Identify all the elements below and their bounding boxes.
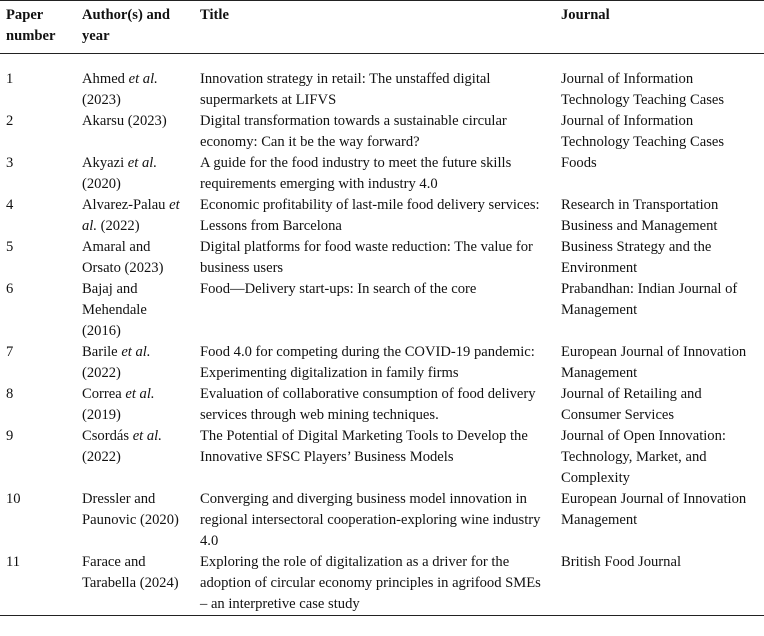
journal-cell: Research in Transportation Business and Management xyxy=(561,197,719,234)
table-body xyxy=(0,54,764,616)
title-cell: Food—Delivery start-ups: In search of the core xyxy=(200,281,477,297)
title-cell: The Potential of Digital Marketing Tools to Develop the Innovative SFSC Players’ Business Models xyxy=(200,428,528,465)
author-year-cell xyxy=(76,384,194,426)
author-et-al: et al. xyxy=(125,386,155,402)
author-name: Alvarez-Palau xyxy=(82,197,170,213)
header-journal: Journal xyxy=(561,7,610,23)
table-row xyxy=(0,384,764,426)
author-et-al: et al. xyxy=(132,428,162,444)
header-row xyxy=(0,1,764,54)
journal-cell: Business Strategy and the Environment xyxy=(561,239,712,276)
header-paper-number: Paper number xyxy=(6,7,56,44)
paper-number-cell: 9 xyxy=(6,428,14,444)
title-cell: A guide for the food industry to meet the future skills requirements emerging with industry 4.0 xyxy=(200,155,512,192)
title-cell: Converging and diverging business model innovation in regional intersectoral cooperation-exploring wine industry 4.0 xyxy=(200,491,541,549)
author-name: Ahmed xyxy=(82,71,129,87)
title-cell: Digital transformation towards a sustainable circular economy: Can it be the way forward? xyxy=(200,113,507,150)
table-row xyxy=(0,552,764,616)
journal-cell: Journal of Retailing and Consumer Services xyxy=(561,386,702,423)
author-year: (2019) xyxy=(82,407,121,423)
author-name: Dressler and Paunovic (2020) xyxy=(82,491,179,528)
title-cell: Innovation strategy in retail: The unstaffed digital supermarkets at LIFVS xyxy=(200,71,491,108)
author-name: Csordás xyxy=(82,428,133,444)
paper-number-cell: 5 xyxy=(6,239,14,255)
paper-number-cell: 7 xyxy=(6,344,14,360)
title-cell: Exploring the role of digitalization as a driver for the adoption of circular economy principles in agrifood SMEs – an interpretive case study xyxy=(200,554,541,612)
table-row xyxy=(0,426,764,489)
table-row xyxy=(0,237,764,279)
paper-number-cell: 10 xyxy=(6,491,21,507)
author-name: Bajaj and Mehendale (2016) xyxy=(82,281,147,339)
author-name: Farace and Tarabella (2024) xyxy=(82,554,179,591)
table-row xyxy=(0,111,764,153)
title-cell: Digital platforms for food waste reduction: The value for business users xyxy=(200,239,533,276)
table-row xyxy=(0,279,764,342)
author-year: (2022) xyxy=(82,365,121,381)
author-name: Correa xyxy=(82,386,126,402)
author-year-cell xyxy=(76,489,194,552)
author-year-cell xyxy=(76,54,194,112)
journal-cell: European Journal of Innovation Management xyxy=(561,344,747,381)
paper-number-cell: 8 xyxy=(6,386,14,402)
table-row xyxy=(0,153,764,195)
table-row xyxy=(0,54,764,112)
author-name: Akyazi xyxy=(82,155,128,171)
author-year-cell xyxy=(76,237,194,279)
author-et-al: et al. xyxy=(121,344,151,360)
author-year-cell xyxy=(76,552,194,616)
author-et-al: et al. xyxy=(127,155,157,171)
author-year-cell xyxy=(76,426,194,489)
title-cell: Food 4.0 for competing during the COVID-19 pandemic: Experimenting digitalization in family firms xyxy=(200,344,535,381)
table-row xyxy=(0,195,764,237)
author-year-cell xyxy=(76,279,194,342)
author-year: (2020) xyxy=(82,176,121,192)
journal-cell: Journal of Open Innovation: Technology, Market, and Complexity xyxy=(561,428,726,486)
paper-number-cell: 6 xyxy=(6,281,14,297)
journal-cell: British Food Journal xyxy=(561,554,681,570)
author-name: Amaral and Orsato (2023) xyxy=(82,239,164,276)
title-cell: Economic profitability of last-mile food delivery services: Lessons from Barcelona xyxy=(200,197,540,234)
paper-number-cell: 4 xyxy=(6,197,14,213)
author-year-cell xyxy=(76,153,194,195)
paper-number-cell: 3 xyxy=(6,155,14,171)
author-year-cell xyxy=(76,195,194,237)
header-author-year: Author(s) and year xyxy=(82,7,170,44)
journal-cell: Prabandhan: Indian Journal of Management xyxy=(561,281,738,318)
author-year-cell xyxy=(76,111,194,153)
author-name: Akarsu (2023) xyxy=(82,113,167,129)
table-row xyxy=(0,489,764,552)
author-year-cell xyxy=(76,342,194,384)
table-header xyxy=(0,1,764,54)
table-row xyxy=(0,342,764,384)
author-year: (2022) xyxy=(97,218,140,234)
header-title: Title xyxy=(200,7,229,23)
author-name: Barile xyxy=(82,344,122,360)
journal-cell: Journal of Information Technology Teaching Cases xyxy=(561,113,725,150)
paper-number-cell: 11 xyxy=(6,554,21,570)
paper-number-cell: 2 xyxy=(6,113,14,129)
author-year: (2023) xyxy=(82,92,121,108)
journal-cell: European Journal of Innovation Management xyxy=(561,491,747,528)
author-et-al: et al. xyxy=(128,71,158,87)
author-et-al: et al. xyxy=(82,197,180,234)
author-year: (2022) xyxy=(82,449,121,465)
title-cell: Evaluation of collaborative consumption of food delivery services through web mining techniques. xyxy=(200,386,536,423)
journal-cell: Foods xyxy=(561,155,597,171)
paper-number-cell: 1 xyxy=(6,71,14,87)
journal-cell: Journal of Information Technology Teaching Cases xyxy=(561,71,725,108)
